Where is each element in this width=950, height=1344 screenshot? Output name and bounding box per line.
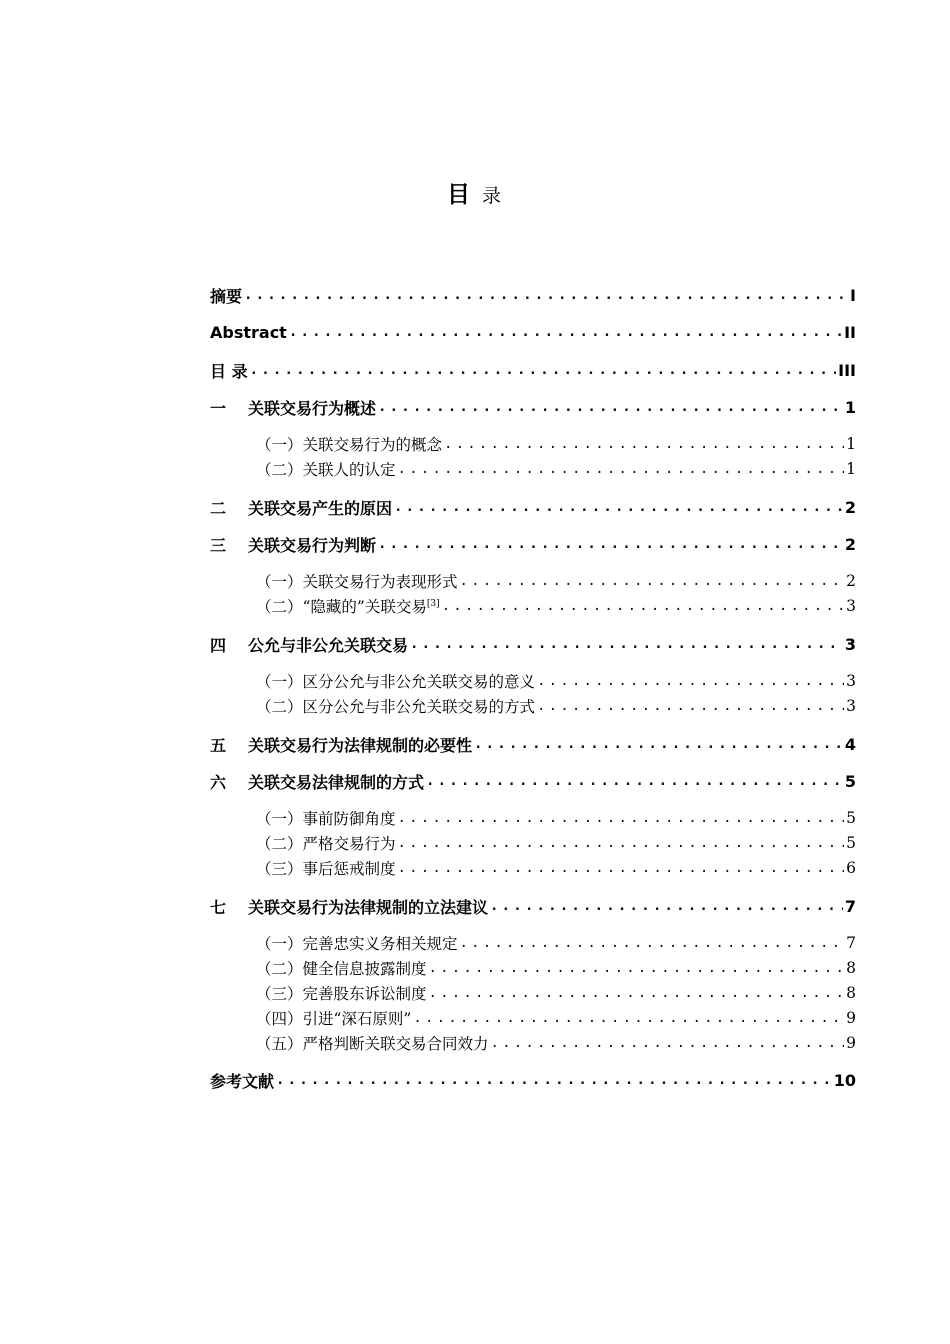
toc-entry-label [256, 932, 458, 954]
toc-entry[interactable] [210, 283, 856, 307]
toc-entry-label [256, 832, 396, 854]
toc-entry-label-text: （二）严格交易行为 [256, 835, 396, 853]
toc-leader-dots [250, 358, 837, 382]
toc-entry-number: 四 [210, 635, 227, 655]
toc-leader-dots [442, 594, 845, 618]
toc-entry-page: I [850, 285, 856, 305]
toc-entry-page: 7 [846, 934, 856, 952]
citation-superscript: [3] [426, 598, 440, 609]
toc-leader-dots [426, 769, 843, 793]
toc-entry-label-text: 摘要 [210, 286, 243, 306]
toc-entry[interactable] [210, 358, 856, 382]
toc-entry-label [210, 284, 242, 307]
toc-entry-label-text: 公允与非公允关联交易 [248, 635, 409, 655]
toc-entry-label [210, 1069, 274, 1092]
toc-entry-number: 六 [210, 772, 227, 792]
toc-entry-label-text: 关联交易行为概述 [248, 398, 377, 418]
toc-entry[interactable] [210, 457, 856, 481]
toc-leader-dots [378, 532, 843, 556]
toc-entry-label [210, 323, 287, 342]
toc-entry[interactable] [210, 495, 856, 519]
toc-entry-page: 3 [846, 597, 856, 615]
toc-entry-label [256, 433, 442, 455]
toc-entry[interactable] [210, 532, 856, 556]
toc-entry-page: 9 [846, 1034, 856, 1052]
toc-entry-label-text: （一）完善忠实义务相关规定 [256, 935, 458, 953]
toc-entry[interactable] [210, 694, 856, 718]
toc-leader-dots [378, 395, 843, 419]
toc-entry-label [256, 1007, 411, 1029]
toc-entry-label-text: （二）关联人的认定 [256, 461, 396, 479]
toc-entry[interactable] [210, 806, 856, 830]
title-main: 目 [446, 182, 472, 208]
toc-entry-label [248, 496, 392, 519]
toc-entry-label-text: 关联交易法律规制的方式 [248, 772, 425, 792]
toc-entry-label [210, 359, 248, 382]
toc-entry-page: 2 [844, 497, 856, 517]
toc-leader-dots [398, 806, 845, 830]
toc-leader-dots [474, 732, 843, 756]
toc-entry[interactable] [210, 1006, 856, 1030]
toc-entry-number: 二 [210, 498, 227, 518]
toc-entry[interactable] [210, 632, 856, 656]
toc-entry[interactable] [210, 1068, 856, 1092]
toc-entry-label [256, 458, 396, 480]
toc-entry-page: 7 [844, 896, 856, 916]
toc-entry-label [248, 770, 424, 793]
toc-entry[interactable] [210, 669, 856, 693]
toc-entry[interactable] [210, 981, 856, 1005]
toc-entry[interactable] [210, 569, 856, 593]
toc-entry[interactable] [210, 395, 856, 419]
toc-entry-page: 10 [833, 1070, 856, 1090]
toc-entry[interactable] [210, 894, 856, 918]
toc-entry-label [248, 633, 408, 656]
toc-entry-label [256, 1032, 489, 1054]
toc-entry-label-text: （三）事后惩戒制度 [256, 860, 396, 878]
toc-leader-dots [537, 694, 844, 718]
toc-entry-page: 6 [846, 859, 856, 877]
toc-entry-label [256, 670, 535, 692]
toc-entry-label-text: （二）健全信息披露制度 [256, 960, 427, 978]
toc-entry-label [256, 595, 440, 617]
toc-leader-dots [429, 956, 845, 980]
toc-entry-label [256, 957, 427, 979]
toc-entry-label-text: （一）区分公允与非公允关联交易的意义 [256, 673, 536, 691]
toc-entry-page: II [844, 322, 856, 342]
toc-entry-page: 3 [844, 634, 856, 654]
toc-entry-label [256, 570, 458, 592]
toc-entry-label-text: 参考文献 [210, 1071, 275, 1091]
toc-entry-page: 3 [846, 697, 856, 715]
toc-entry-number: 七 [210, 897, 227, 917]
toc-entry-label [248, 733, 472, 756]
toc-entry-label [256, 695, 535, 717]
toc-entry-number: 三 [210, 535, 227, 555]
toc-entry-label-text: （一）事前防御角度 [256, 810, 396, 828]
toc-entry-page: 4 [844, 734, 856, 754]
page-title [0, 176, 950, 209]
toc-entry-page: 1 [846, 460, 856, 478]
toc-entry-label-text: （一）关联交易行为表现形式 [256, 573, 458, 591]
toc-entry-page: 2 [846, 572, 856, 590]
toc-entry-label-text: （二）区分公允与非公允关联交易的方式 [256, 698, 536, 716]
toc-entry-label-text: 目 录 [210, 361, 248, 381]
toc-entry[interactable] [210, 594, 856, 618]
toc-entry[interactable] [210, 856, 856, 880]
toc-entry-label-text: （二）“隐藏的”关联交易 [256, 598, 427, 616]
toc-entry[interactable] [210, 1031, 856, 1055]
toc-entry-label [248, 533, 376, 556]
toc-entry-number: 五 [210, 735, 227, 755]
toc-entry-page: 9 [846, 1009, 856, 1027]
toc-entry-page: 5 [846, 809, 856, 827]
toc-entry-label-text: 关联交易行为判断 [248, 535, 377, 555]
toc-leader-dots [398, 831, 845, 855]
toc-entry-label-text: （一）关联交易行为的概念 [256, 436, 443, 454]
toc-leader-dots [429, 981, 845, 1005]
toc-leader-dots [410, 632, 843, 656]
toc-entry-label-text: 关联交易行为法律规制的必要性 [248, 735, 473, 755]
toc-leader-dots [444, 432, 844, 456]
toc-entry[interactable] [210, 769, 856, 793]
toc-entry-page: 2 [844, 534, 856, 554]
toc-leader-dots [491, 1031, 845, 1055]
toc-entry[interactable] [210, 732, 856, 756]
toc-entry-page: 3 [846, 672, 856, 690]
toc-leader-dots [460, 931, 845, 955]
toc-leader-dots [398, 856, 845, 880]
toc-leader-dots [490, 894, 843, 918]
toc-entry[interactable] [210, 831, 856, 855]
toc-entry-page: III [838, 360, 856, 380]
toc-entry-page: 1 [846, 435, 856, 453]
toc-entry-label [248, 895, 488, 918]
toc-entry[interactable] [210, 320, 856, 344]
toc-leader-dots [289, 320, 842, 344]
toc-entry[interactable] [210, 956, 856, 980]
toc-entry-label [256, 807, 396, 829]
toc-entry-number: 一 [210, 398, 227, 418]
toc-entry-label-text: （四）引进“深石原则” [256, 1010, 412, 1028]
toc-entry-label-text: （五）严格判断关联交易合同效力 [256, 1035, 489, 1053]
toc-entry-label [256, 982, 427, 1004]
toc-leader-dots [460, 569, 845, 593]
toc-leader-dots [394, 495, 843, 519]
toc-entry-label-text: 关联交易产生的原因 [248, 498, 393, 518]
toc-entry-page: 8 [846, 959, 856, 977]
toc-entry-label-text: （三）完善股东诉讼制度 [256, 985, 427, 1003]
toc-leader-dots [276, 1068, 832, 1092]
toc-entry-label-text: 关联交易行为法律规制的立法建议 [248, 897, 489, 917]
toc-entry-page: 5 [844, 771, 856, 791]
toc-entry-label [248, 396, 376, 419]
toc-entry-label-text: Abstract [210, 322, 287, 342]
title-small: 录 [482, 185, 504, 207]
toc-entry-page: 5 [846, 834, 856, 852]
toc-leader-dots [537, 669, 844, 693]
toc-entry[interactable] [210, 931, 856, 955]
toc-entry-page: 8 [846, 984, 856, 1002]
toc-leader-dots [398, 457, 845, 481]
toc-leader-dots [413, 1006, 844, 1030]
toc-entry-label [256, 857, 396, 879]
toc-leader-dots [244, 283, 848, 307]
toc-entry[interactable] [210, 432, 856, 456]
toc-entry-page: 1 [844, 397, 856, 417]
